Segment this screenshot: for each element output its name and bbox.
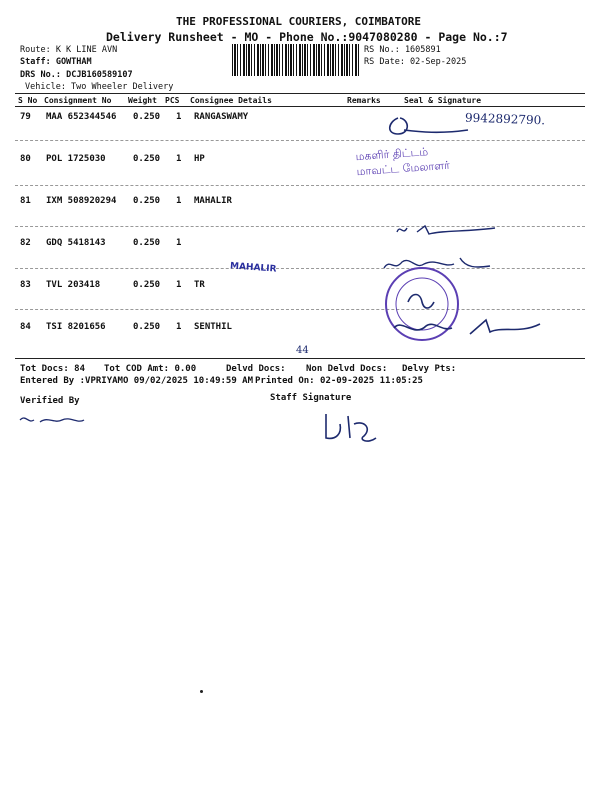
col-pcs: PCS xyxy=(165,96,180,105)
row-sno: 79 xyxy=(20,112,31,122)
staff: Staff: GOWTHAM xyxy=(20,57,92,67)
row-consignment: MAA 652344546 xyxy=(46,112,117,122)
printed-on: Printed On: 02-09-2025 11:05:25 xyxy=(255,376,423,386)
stamp-line-1: மகளிர் திட்டம் xyxy=(355,145,429,164)
office-stamp xyxy=(355,143,450,179)
signature-row-84 xyxy=(390,314,550,346)
verified-by-label: Verified By xyxy=(20,396,80,406)
vehicle: Vehicle: Two Wheeler Delivery xyxy=(25,82,174,92)
row-weight: 0.250 xyxy=(133,196,161,206)
row-weight: 0.250 xyxy=(133,112,161,122)
row-sno: 81 xyxy=(20,196,31,206)
drs-number xyxy=(20,70,133,80)
row-weight: 0.250 xyxy=(133,238,161,248)
row-sno: 82 xyxy=(20,238,31,248)
col-weight: Weight xyxy=(128,96,157,105)
row-pcs: 1 xyxy=(176,112,182,122)
header-bottom-rule xyxy=(15,106,585,107)
row-consignment: TVL 203418 xyxy=(46,280,101,290)
runsheet-title: Delivery Runsheet - MO - Phone No.:9047080280 - Page No.:7 xyxy=(106,30,508,44)
row-pcs: 1 xyxy=(176,154,182,164)
row-consignment: TSI 8201656 xyxy=(46,322,106,332)
row-weight: 0.250 xyxy=(133,322,161,332)
drs-label: DRS No.: xyxy=(20,70,61,80)
row-weight: 0.250 xyxy=(133,280,161,290)
row-consignee: RANGASWAMY xyxy=(194,112,249,122)
handwritten-delvd-count: 44 xyxy=(296,345,309,356)
row-divider xyxy=(15,185,585,186)
drs-value: DCJB160589107 xyxy=(66,70,133,80)
col-sno: S No xyxy=(18,96,38,105)
speck xyxy=(200,690,203,693)
row-consignee: MAHALIR xyxy=(194,196,232,206)
row-pcs: 1 xyxy=(176,238,182,248)
row-consignee: TR xyxy=(194,280,205,290)
company-title: THE PROFESSIONAL COURIERS, COIMBATORE xyxy=(176,15,422,28)
non-delvd-docs: Non Delvd Docs: xyxy=(306,364,388,374)
row-weight: 0.250 xyxy=(133,154,161,164)
rs-number: RS No.: 1605891 xyxy=(364,45,441,55)
col-seal-signature: Seal & Signature xyxy=(404,96,482,105)
col-consignment: Consignment No xyxy=(44,96,112,105)
row-consignment: GDQ 5418143 xyxy=(46,238,106,248)
entered-by: Entered By :VPRIYAMO 09/02/2025 10:49:59 AM xyxy=(20,376,253,386)
row-consignment: IXM 508920294 xyxy=(46,196,117,206)
verified-by-signature xyxy=(18,410,88,430)
delvd-docs: Delvd Docs: xyxy=(226,364,286,374)
stamp-line-2: மாவட்ட மேலாளர் xyxy=(356,158,451,179)
row-pcs: 1 xyxy=(176,280,182,290)
row-consignee: HP xyxy=(194,154,205,164)
row-consignment: POL 1725030 xyxy=(46,154,106,164)
col-consignee: Consignee Details xyxy=(190,96,272,105)
tot-docs: Tot Docs: 84 xyxy=(20,364,86,374)
row-divider xyxy=(15,309,585,310)
row-consignee: SENTHIL xyxy=(194,322,232,332)
row-pcs: 1 xyxy=(176,322,182,332)
row-sno: 83 xyxy=(20,280,31,290)
col-remarks: Remarks xyxy=(347,96,381,105)
handwritten-mahalir: MAHALIR xyxy=(229,261,277,275)
delvy-pts: Delvy Pts: xyxy=(402,364,457,374)
signature-row-81 xyxy=(395,220,505,240)
footer-rule xyxy=(15,358,585,359)
tot-cod-amt: Tot COD Amt: 0.00 xyxy=(104,364,197,374)
row-divider xyxy=(15,140,585,141)
rs-date: RS Date: 02-Sep-2025 xyxy=(364,57,467,67)
barcode xyxy=(232,44,360,76)
row-sno: 80 xyxy=(20,154,31,164)
handwritten-phone: 9942892790. xyxy=(464,110,546,128)
row-pcs: 1 xyxy=(176,196,182,206)
staff-signature xyxy=(320,410,380,446)
row-sno: 84 xyxy=(20,322,31,332)
staff-signature-label: Staff Signature xyxy=(270,393,352,403)
route: Route: K K LINE AVN xyxy=(20,45,118,55)
signature-row-79 xyxy=(380,108,470,140)
header-top-rule xyxy=(15,93,585,94)
